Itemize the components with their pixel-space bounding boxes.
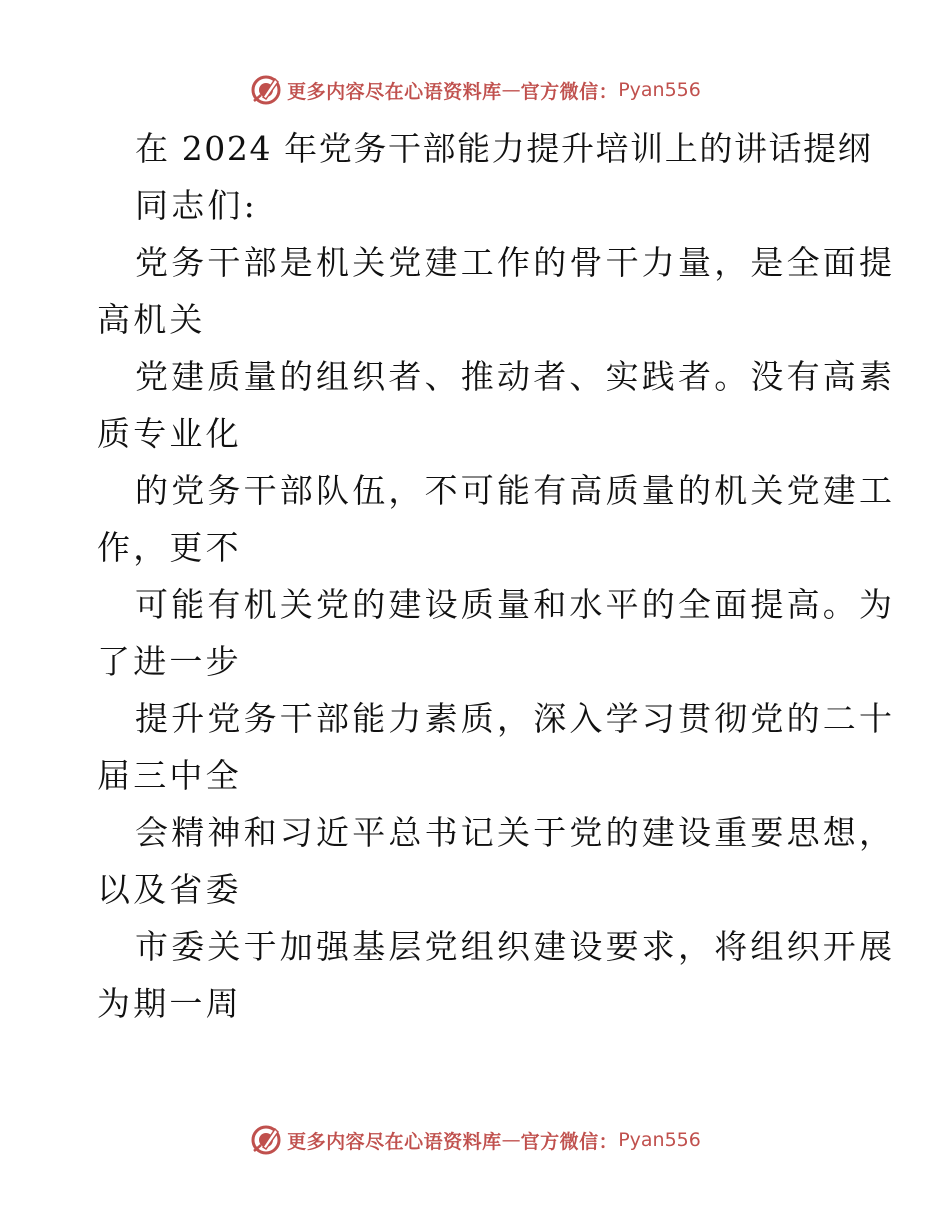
document-title: 在 2024 年党务干部能力提升培训上的讲话提纲 — [135, 129, 873, 168]
watermark-wechat-id: Pyan556 — [618, 1129, 701, 1151]
body-line: 市委关于加强基层党组织建设要求，将组织开展 — [135, 927, 896, 966]
header-watermark — [0, 70, 950, 110]
body-line: 可能有机关党的建设质量和水平的全面提高。为 — [135, 585, 896, 624]
footer-watermark — [0, 1120, 950, 1160]
watermark-library-text: 更多内容尽在心语资料库 — [287, 80, 502, 103]
body-line: 了进一步 — [97, 642, 242, 681]
body-line: 党建质量的组织者、推动者、实践者。没有高素 — [135, 357, 896, 396]
body-line: 作，更不 — [97, 528, 242, 567]
watermark-dash: — — [501, 1129, 521, 1151]
body-line: 以及省委 — [97, 870, 242, 909]
body-line: 党务干部是机关党建工作的骨干力量，是全面提 — [135, 243, 896, 282]
watermark-wechat-label: 官方微信： — [520, 80, 619, 103]
body-line: 提升党务干部能力素质，深入学习贯彻党的二十 — [135, 699, 896, 738]
body-line: 的党务干部队伍，不可能有高质量的机关党建工 — [135, 471, 896, 510]
pen-nib-logo-icon — [249, 73, 283, 107]
salutation: 同志们: — [135, 186, 258, 225]
body-line: 届三中全 — [97, 756, 242, 795]
body-line: 质专业化 — [97, 414, 242, 453]
watermark-dash: — — [501, 79, 521, 101]
watermark-library-text: 更多内容尽在心语资料库 — [287, 1130, 502, 1153]
pen-nib-logo-icon — [249, 1123, 283, 1157]
watermark-wechat-label: 官方微信： — [520, 1130, 619, 1153]
document-body — [97, 120, 896, 1032]
body-line: 高机关 — [97, 300, 206, 339]
body-line: 为期一周 — [97, 984, 242, 1023]
watermark-wechat-id: Pyan556 — [618, 79, 701, 101]
body-line: 会精神和习近平总书记关于党的建设重要思想， — [135, 813, 896, 852]
